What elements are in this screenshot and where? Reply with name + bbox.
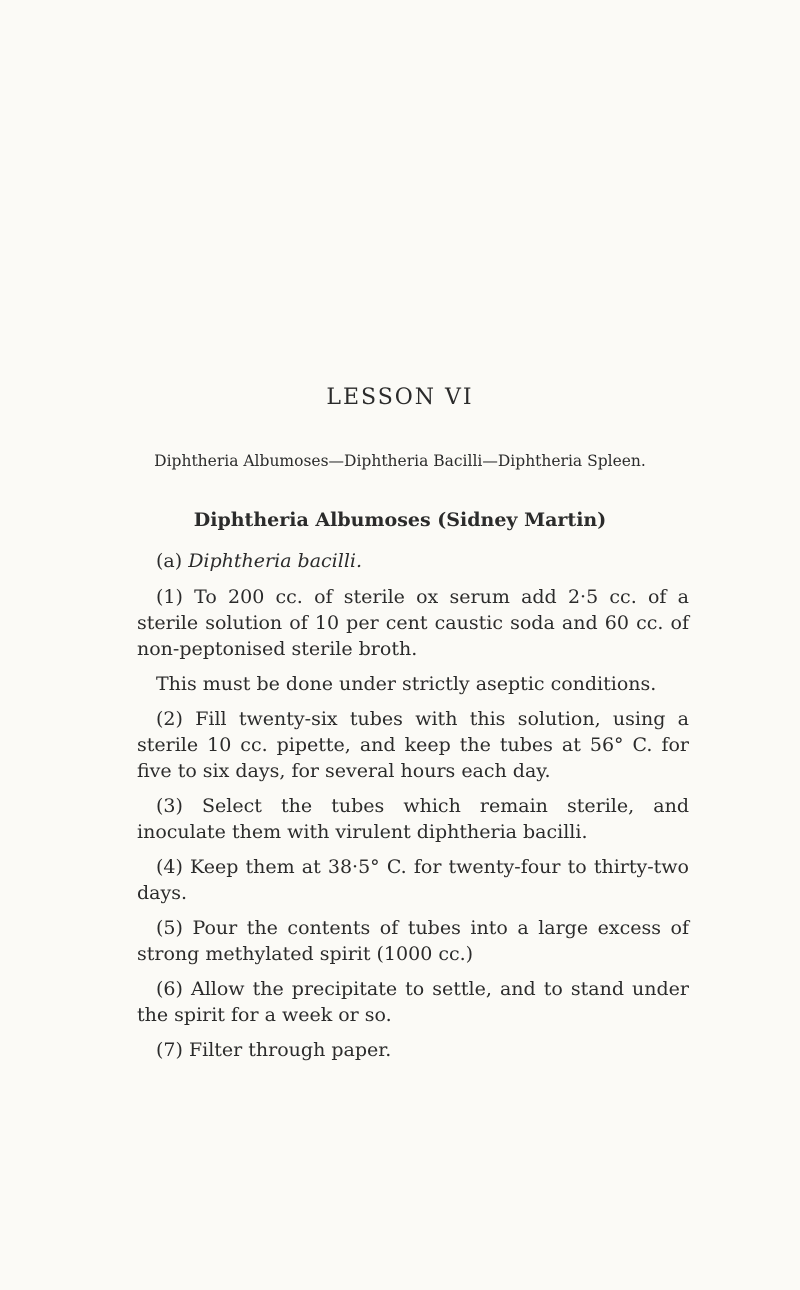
- paragraph-step-4: (4) Keep them at 38·5° C. for twenty-four to thirty-two days.: [137, 856, 689, 904]
- paragraph-step-5: (5) Pour the contents of tubes into a large excess of strong methylated spirit (1000 cc.): [137, 917, 689, 965]
- lesson-subtitle: Diphtheria Albumoses—Diphtheria Bacilli—Diphtheria Spleen.: [154, 452, 646, 470]
- subsection-marker: (a): [156, 550, 183, 572]
- subsection-title: Diphtheria bacilli.: [188, 550, 363, 572]
- paragraph-step-3: (3) Select the tubes which remain sterile, and inoculate them with virulent diphtheria bacilli.: [137, 795, 689, 843]
- paragraph-note: This must be done under strictly aseptic conditions.: [156, 673, 657, 695]
- section-body: [137, 548, 689, 1072]
- paragraph-step-7: (7) Filter through paper.: [156, 1039, 392, 1061]
- paragraph-step-1: (1) To 200 cc. of sterile ox serum add 2·5 cc. of a sterile solution of 10 per cent caustic soda and 60 cc. of non-peptonised sterile broth.: [137, 586, 689, 660]
- paragraph-step-6: (6) Allow the precipitate to settle, and to stand under the spirit for a week or so.: [137, 978, 689, 1026]
- lesson-title: LESSON VI: [326, 385, 474, 410]
- subsection-heading: [137, 548, 689, 574]
- section-heading: Diphtheria Albumoses (Sidney Martin): [193, 509, 607, 531]
- paragraph-step-2: (2) Fill twenty-six tubes with this solution, using a sterile 10 cc. pipette, and keep the tubes at 56° C. for five to six days, for several hours each day.: [137, 708, 689, 782]
